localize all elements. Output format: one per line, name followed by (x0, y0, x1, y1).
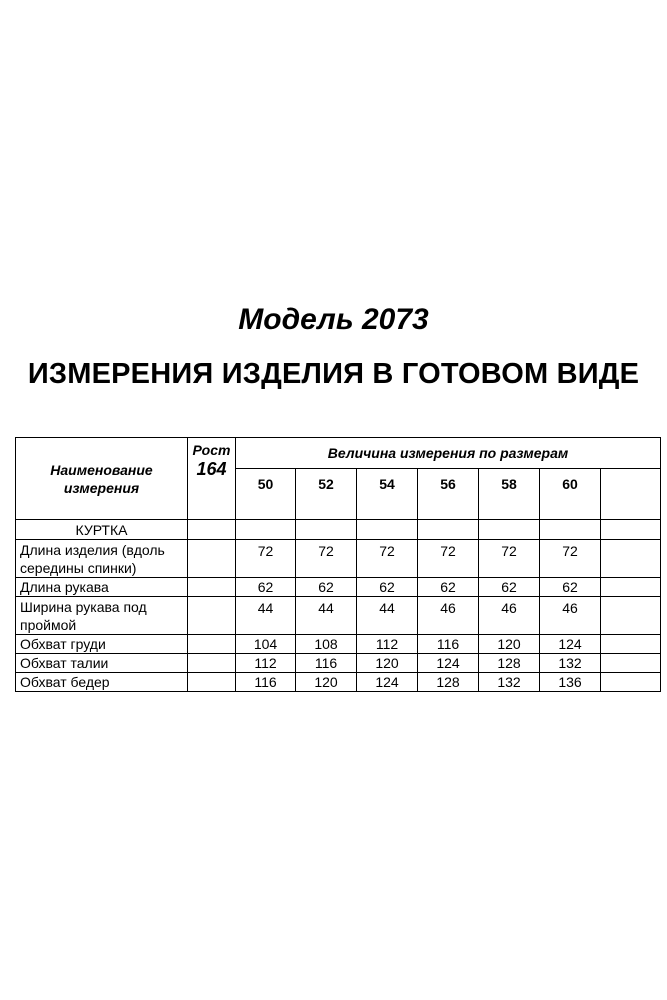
measurement-value: 72 (236, 540, 296, 578)
measurement-value: 116 (236, 673, 296, 692)
measurement-value: 128 (479, 654, 540, 673)
empty-cell (601, 520, 661, 540)
empty-cell (188, 520, 236, 540)
measurement-value: 62 (296, 578, 357, 597)
measurement-value: 46 (540, 597, 601, 635)
height-cell (188, 578, 236, 597)
measurement-value: 128 (418, 673, 479, 692)
measurement-value: 120 (357, 654, 418, 673)
model-title: Модель 2073 (238, 303, 429, 336)
measurement-value (601, 540, 661, 578)
height-label: Рост (192, 442, 231, 458)
measurement-value: 112 (357, 635, 418, 654)
table-row (16, 654, 661, 673)
measurement-value: 62 (418, 578, 479, 597)
empty-cell (236, 520, 296, 540)
measurement-value: 120 (479, 635, 540, 654)
measurement-value: 72 (296, 540, 357, 578)
page-subtitle: ИЗМЕРЕНИЯ ИЗДЕЛИЯ В ГОТОВОМ ВИДЕ (27, 358, 640, 390)
measurement-value: 124 (540, 635, 601, 654)
height-cell (188, 540, 236, 578)
measurement-value: 46 (479, 597, 540, 635)
measurement-name: Длина изделия (вдоль середины спинки) (16, 540, 188, 578)
empty-cell (418, 520, 479, 540)
empty-cell (357, 520, 418, 540)
measurement-value (601, 654, 661, 673)
measurement-value: 124 (418, 654, 479, 673)
height-cell (188, 597, 236, 635)
measurement-name: Ширина рукава под проймой (16, 597, 188, 635)
measurement-value (601, 673, 661, 692)
measurement-value: 132 (540, 654, 601, 673)
measurement-value: 46 (418, 597, 479, 635)
measurement-value: 120 (296, 673, 357, 692)
measurement-value: 132 (479, 673, 540, 692)
section-label: КУРТКА (16, 520, 188, 540)
measurement-value: 62 (540, 578, 601, 597)
table-row (16, 673, 661, 692)
size-header-cell: 50 (236, 469, 296, 520)
height-cell (188, 635, 236, 654)
size-header-cell (601, 469, 661, 520)
sizes-group-header: Величина измерения по размерам (236, 438, 661, 469)
height-value: 164 (196, 459, 227, 479)
measurement-name: Обхват талии (16, 654, 188, 673)
empty-cell (296, 520, 357, 540)
measurement-value: 72 (540, 540, 601, 578)
table-row (16, 540, 661, 578)
measurement-name: Обхват груди (16, 635, 188, 654)
measurement-name: Длина рукава (16, 578, 188, 597)
size-header-cell: 52 (296, 469, 357, 520)
measurement-value: 62 (479, 578, 540, 597)
measurement-value: 72 (357, 540, 418, 578)
measurement-value: 62 (357, 578, 418, 597)
table-row (16, 597, 661, 635)
measurement-value: 44 (296, 597, 357, 635)
measurement-value: 108 (296, 635, 357, 654)
measurement-value: 116 (418, 635, 479, 654)
measurement-value: 44 (357, 597, 418, 635)
name-column-header: Наименование измерения (16, 438, 188, 520)
size-header-cell: 56 (418, 469, 479, 520)
measurement-value: 62 (236, 578, 296, 597)
measurement-value: 112 (236, 654, 296, 673)
empty-cell (540, 520, 601, 540)
measurement-value: 136 (540, 673, 601, 692)
table-row (16, 635, 661, 654)
height-column-header (188, 438, 236, 520)
section-row (16, 520, 661, 540)
measurement-value: 124 (357, 673, 418, 692)
measurement-value (601, 635, 661, 654)
empty-cell (479, 520, 540, 540)
measurement-value: 104 (236, 635, 296, 654)
size-header-cell: 58 (479, 469, 540, 520)
measurement-value: 72 (479, 540, 540, 578)
table-row (16, 578, 661, 597)
measurement-value: 44 (236, 597, 296, 635)
measurement-name: Обхват бедер (16, 673, 188, 692)
size-header-cell: 60 (540, 469, 601, 520)
measurement-value: 72 (418, 540, 479, 578)
measurements-table (15, 437, 661, 692)
measurement-value (601, 597, 661, 635)
measurement-value (601, 578, 661, 597)
height-cell (188, 673, 236, 692)
height-cell (188, 654, 236, 673)
measurement-value: 116 (296, 654, 357, 673)
size-header-cell: 54 (357, 469, 418, 520)
